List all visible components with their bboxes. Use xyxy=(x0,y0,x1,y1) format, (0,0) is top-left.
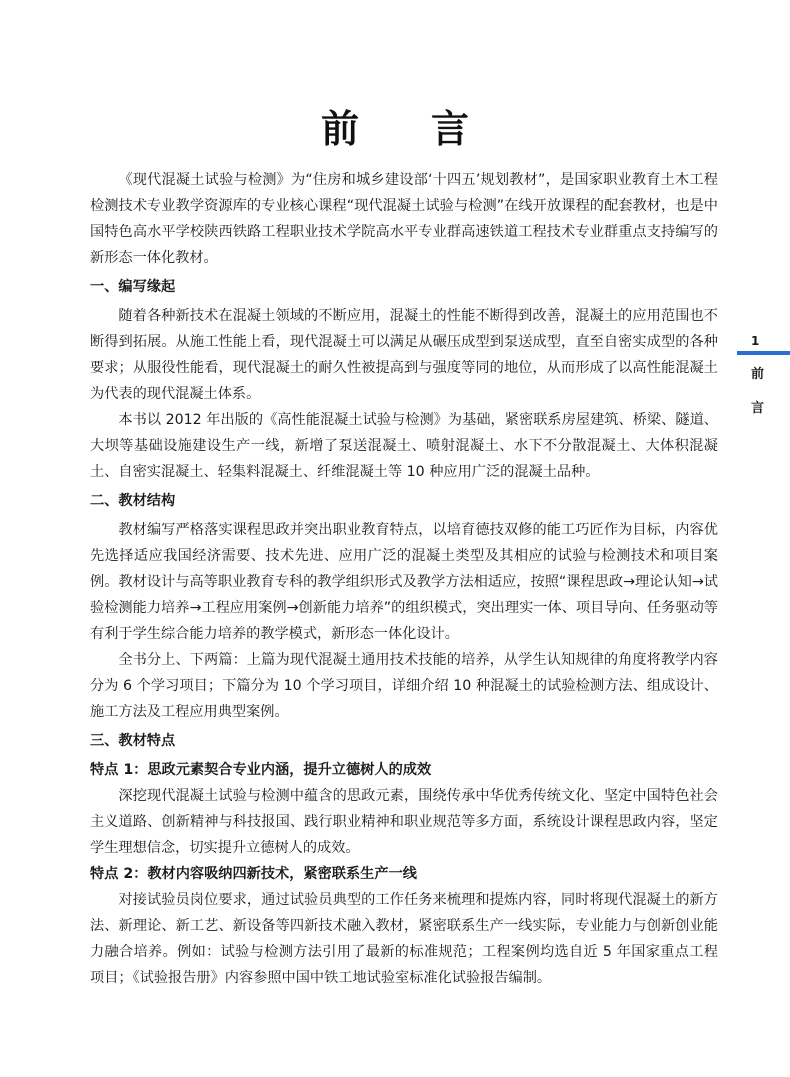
side-tab-char-1: 前 xyxy=(751,367,765,382)
feature-2-paragraph: 对接试验员岗位要求，通过试验员典型的工作任务来梳理和提炼内容，同时将现代混凝土的新方法、新理论、新工艺、新设备等四新技术融入教材，紧密联系生产一线实际，专业能力与创新创业能力融合培养。例如：试验与检测方法引用了最新的标准规范；工程案例均选自近 5 年国家重点工程项目；《试验报告册》内容参照中国中铁工地试验室标准化试验报告编制。 xyxy=(90,892,718,986)
accent-bar xyxy=(737,351,790,355)
structure-paragraph-2: 全书分上、下两篇：上篇为现代混凝土通用技术技能的培养，从学生认知规律的角度将教学内容分为 6 个学习项目；下篇分为 10 个学习项目，详细介绍 10 种混凝土的试验检测方法、组成设计、施工方法及工程应用典型案例。 xyxy=(90,652,718,720)
feature-2-heading: 特点 2：教材内容吸纳四新技术，紧密联系生产一线 xyxy=(90,866,417,882)
feature-1-heading: 特点 1：思政元素契合专业内涵，提升立德树人的成效 xyxy=(90,762,432,778)
intro-paragraph: 《现代混凝土试验与检测》为“住房和城乡建设部‘十四五’规划教材”，是国家职业教育土木工程检测技术专业教学资源库的专业核心课程“现代混凝土试验与检测”在线开放课程的配套教材，也是中国特色高水平学校陕西铁路工程职业技术学院高水平专业群高速铁道工程技术专业群重点支持编写的新形态一体化教材。 xyxy=(90,172,718,266)
feature-1-paragraph: 深挖现代混凝土试验与检测中蕴含的思政元素，围绕传承中华优秀传统文化、坚定中国特色社会主义道路、创新精神与科技报国、践行职业精神和职业规范等多方面，系统设计课程思政内容，坚定学生理想信念，切实提升立德树人的成效。 xyxy=(90,788,718,856)
origin-paragraph-2: 本书以 2012 年出版的《高性能混凝土试验与检测》为基础，紧密联系房屋建筑、桥梁、隧道、大坝等基础设施建设生产一线，新增了泵送混凝土、喷射混凝土、水下不分散混凝土、大体积混凝土、自密实混凝土、轻集料混凝土、纤维混凝土等 10 种应用广泛的混凝土品种。 xyxy=(90,412,718,480)
page-title: 前言 xyxy=(320,107,541,151)
page-body xyxy=(90,167,718,991)
side-chapter-tab xyxy=(737,333,790,419)
page-number: 1 xyxy=(751,334,760,348)
side-tab-char-2: 言 xyxy=(751,401,765,416)
section-heading-structure: 二、教材结构 xyxy=(90,493,176,509)
section-heading-origin: 一、编写缘起 xyxy=(90,279,176,295)
section-heading-features: 三、教材特点 xyxy=(90,733,176,749)
origin-paragraph-1: 随着各种新技术在混凝土领域的不断应用，混凝土的性能不断得到改善，混凝土的应用范围也不断得到拓展。从施工性能上看，现代混凝土可以满足从碾压成型到泵送成型，直至自密实成型的各种要求；从服役性能看，现代混凝土的耐久性被提高到与强度等同的地位，从而形成了以高性能混凝土为代表的现代混凝土体系。 xyxy=(90,308,718,402)
structure-paragraph-1: 教材编写严格落实课程思政并突出职业教育特点，以培育德技双修的能工巧匠作为目标，内容优先选择适应我国经济需要、技术先进、应用广泛的混凝土类型及其相应的试验与检测技术和项目案例。教材设计与高等职业教育专科的教学组织形式及教学方法相适应，按照“课程思政→理论认知→试验检测能力培养→工程应用案例→创新能力培养”的组织模式，突出理实一体、项目导向、任务驱动等有利于学生综合能力培养的教学模式，新形态一体化设计。 xyxy=(90,522,718,642)
